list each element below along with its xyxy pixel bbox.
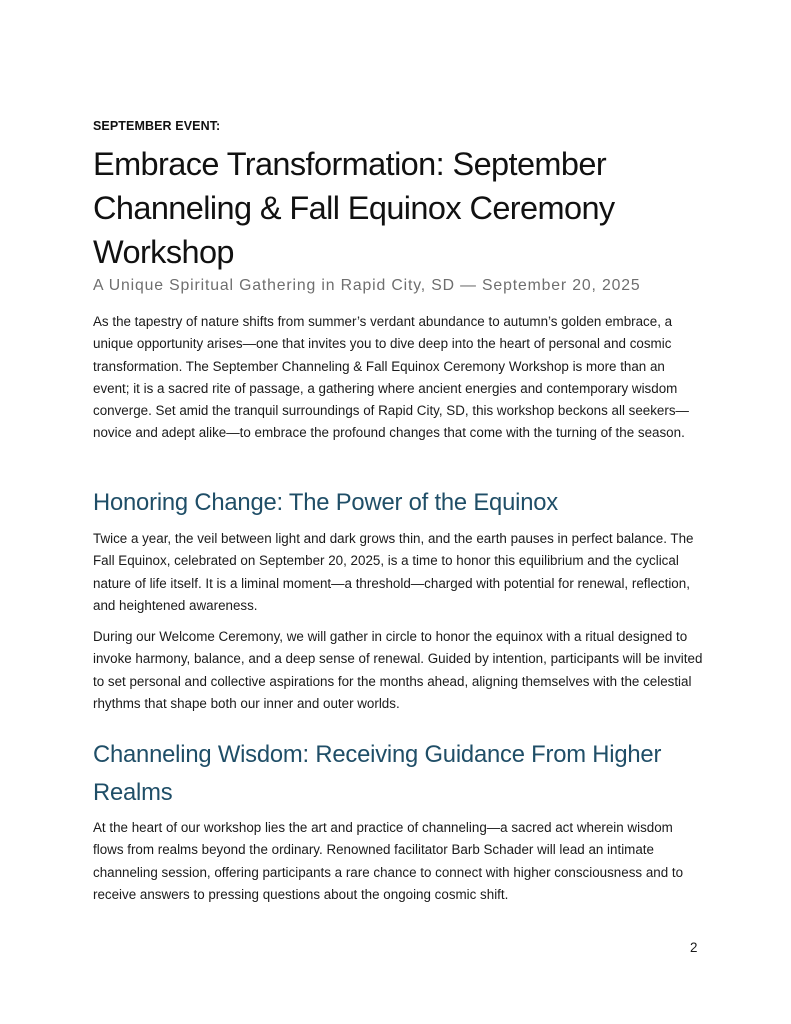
- channeling-paragraph: At the heart of our workshop lies the art and practice of channeling—a sacred act wherein wisdom flows from realms beyond the ordinary. Renowned facilitator Barb Schader will lead an intimate channeling session, offering participants a rare chance to connect with higher consciousness and to receive answers to pressing questions about the ongoing cosmic shift.: [93, 820, 684, 902]
- equinox-paragraph-2: During our Welcome Ceremony, we will gather in circle to honor the equinox with a ritual designed to invoke harmony, balance, and a deep sense of renewal. Guided by intention, participants will be invited to set personal and collective aspirations for the months ahead, aligning themselves with the celestial rhythms that shape both our inner and outer worlds.: [93, 629, 703, 711]
- intro-paragraph: As the tapestry of nature shifts from summer’s verdant abundance to autumn’s golden embrace, a unique opportunity arises—one that invites you to dive deep into the heart of personal and cosmic transformation. The September Channeling & Fall Equinox Ceremony Workshop is more than an event; it is a sacred rite of passage, a gathering where ancient energies and contemporary wisdom converge. Set amid the tranquil surroundings of Rapid City, SD, this workshop beckons all seekers—novice and adept alike—to embrace the profound changes that come with the turning of the season.: [93, 314, 689, 441]
- section-heading-channeling: Channeling Wisdom: Receiving Guidance From Higher Realms: [93, 741, 662, 806]
- page-number: 2: [690, 940, 698, 955]
- page-title: Embrace Transformation: September Channeling & Fall Equinox Ceremony Workshop: [93, 146, 615, 270]
- event-eyebrow: SEPTEMBER EVENT:: [93, 119, 221, 133]
- equinox-paragraph-1: Twice a year, the veil between light and dark grows thin, and the earth pauses in perfect balance. The Fall Equinox, celebrated on September 20, 2025, is a time to honor this equilibrium and the cyclical nature of life itself. It is a liminal moment—a threshold—charged with potential for renewal, reflection, and heightened awareness.: [93, 531, 694, 613]
- section-heading-equinox: Honoring Change: The Power of the Equinox: [93, 489, 558, 516]
- page-subtitle: A Unique Spiritual Gathering in Rapid City, SD — September 20, 2025: [93, 277, 641, 294]
